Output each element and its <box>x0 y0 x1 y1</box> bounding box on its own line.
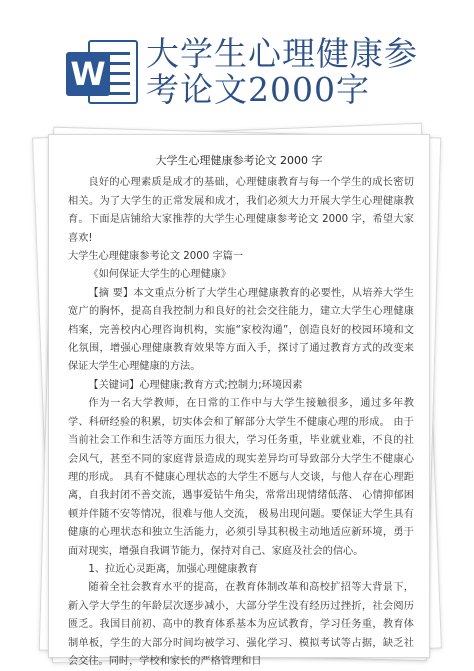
page-title-line-2: 考论文2000字 <box>146 70 370 109</box>
keywords-paragraph: 【关键词】心理健康;教育方式;控制力;环境因素 <box>88 379 303 391</box>
abstract-paragraph: 【摘 要】本文重点分析了大学生心理健康教育的必要性，从培养大学生宽广的胸怀，提高自我控制力和良好的社会交往能力，建立大学生心理健康档案，完善校内心理咨询机构，实施“家校沟通”，创造良好的校园环境和文化氛围，增强心理健康教育效果等方面入手，探讨了通过教育方式的改变来保证大学生心理健康的方法。 <box>68 287 414 373</box>
header-banner <box>0 0 474 125</box>
subsection-heading: 1、拉近心灵距离，加强心理健康教育 <box>88 563 258 575</box>
document-title: 大学生心理健康参考论文 2000 字 <box>155 154 323 167</box>
article-title: 《如何保证大学生的心理健康》 <box>88 269 232 281</box>
page-title-line-1: 大学生心理健康参 <box>146 34 418 73</box>
word-document-icon <box>66 34 136 106</box>
body-paragraph: 作为一名大学教师，在日常的工作中与大学生接触很多，通过多年教学、科研经验的积累，切实体会和了解部分大学生不健康心理的形成。 由于当前社会工作和生活等方面压力很大，学习任务重，毕业就业难，不良的社会风气，甚至不同的家庭背景造成的现实差异均可导致部分大学生不健康心理的形成。 具有不健康心理状态的大学生不愿与人交谈，与他人存在心理距离，自我封闭不善交流，遇事爱钻牛角尖，常常出现情绪低落、 心情抑郁困顿并伴随不安等情况，很难与他人交流， 极易出现问题。要保证大学生具有健康的心理状态和独立生活能力，必须引导其积极主动地适应新环境，勇于面对现实，增强自我调节能力，保持对自己、家庭及社会的信心。 <box>68 398 414 557</box>
word-w-badge: W <box>66 52 110 96</box>
document-content <box>68 152 414 671</box>
intro-paragraph: 良好的心理素质是成才的基础，心理健康教育与每一个学生的成长密切相关。为了大学生的正常发展和成才，我们必须大力开展大学生心理健康教育。下面是店铺给大家推荐的大学生心理健康参考论文 2000 字，希望大家喜欢! <box>68 177 414 244</box>
section-heading: 大学生心理健康参考论文 2000 字篇一 <box>68 251 244 263</box>
body-paragraph: 随着全社会教育水平的提高，在教育体制改革和高校扩招等大背景下，新入学大学生的年龄层次逐步减小，大部分学生没有经历过挫折，社会阅历匮乏。我国目前初、高中的教育体系基本为应试教育，学习任务重，教育体制单板，学生的大部分时间均被学习、强化学习、模拟考试等占据，缺乏社会交往。同时，学校和家长的严格管理和日 <box>68 582 414 667</box>
